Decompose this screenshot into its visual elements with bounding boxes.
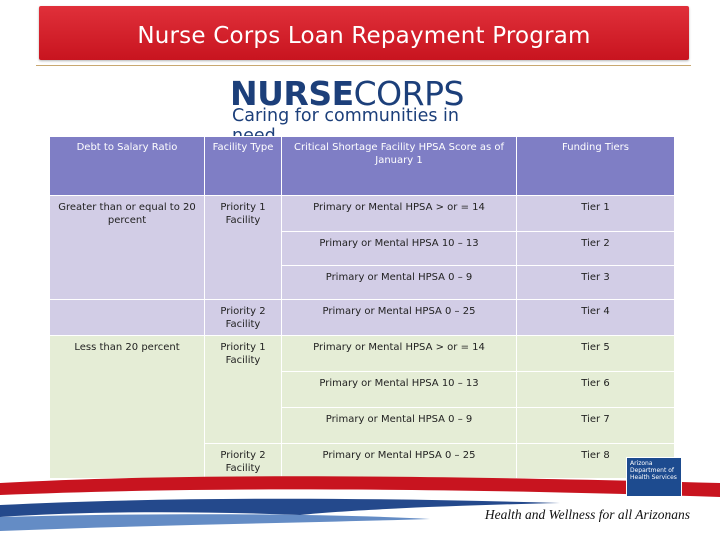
tier-cell: Tier 2 <box>517 232 675 266</box>
slide-title: Nurse Corps Loan Repayment Program <box>137 23 591 49</box>
adhs-badge: Arizona Department of Health Services <box>626 457 682 497</box>
title-divider <box>36 65 691 66</box>
header-debt-ratio: Debt to Salary Ratio <box>50 137 205 196</box>
facility-cell: Priority 1 Facility <box>205 336 282 444</box>
footer-tagline: Health and Wellness for all Arizonans <box>484 507 690 522</box>
tier-cell: Tier 8 <box>517 444 675 479</box>
hpsa-cell: Primary or Mental HPSA > or = 14 <box>282 336 517 372</box>
hpsa-cell: Primary or Mental HPSA 0 – 9 <box>282 408 517 444</box>
header-hpsa-score: Critical Shortage Facility HPSA Score as of January 1 <box>282 137 517 196</box>
header-facility-type: Facility Type <box>205 137 282 196</box>
tier-cell: Tier 1 <box>517 196 675 232</box>
ratio-cell-empty <box>50 300 205 336</box>
hpsa-cell: Primary or Mental HPSA > or = 14 <box>282 196 517 232</box>
table-row <box>50 300 675 336</box>
hpsa-cell: Primary or Mental HPSA 0 – 25 <box>282 300 517 336</box>
facility-cell: Priority 2 Facility <box>205 444 282 479</box>
hpsa-cell: Primary or Mental HPSA 0 – 25 <box>282 444 517 479</box>
header-funding-tiers: Funding Tiers <box>517 137 675 196</box>
table-header-row <box>50 137 675 196</box>
hpsa-cell: Primary or Mental HPSA 0 – 9 <box>282 266 517 300</box>
logo-word-nurse: NURSE <box>230 74 354 113</box>
ratio-cell: Less than 20 percent <box>50 336 205 479</box>
ratio-cell: Greater than or equal to 20 percent <box>50 196 205 300</box>
title-banner <box>39 6 689 60</box>
tier-cell: Tier 7 <box>517 408 675 444</box>
logo-tagline: Caring for communities in <box>232 106 459 126</box>
tier-cell: Tier 3 <box>517 266 675 300</box>
funding-tier-table <box>49 136 674 472</box>
tier-cell: Tier 4 <box>517 300 675 336</box>
table-row <box>50 196 675 232</box>
hpsa-cell: Primary or Mental HPSA 10 – 13 <box>282 372 517 408</box>
table-row <box>50 336 675 372</box>
nurse-corps-logo <box>230 74 500 134</box>
hpsa-cell: Primary or Mental HPSA 10 – 13 <box>282 232 517 266</box>
facility-cell: Priority 2 Facility <box>205 300 282 336</box>
facility-cell: Priority 1 Facility <box>205 196 282 300</box>
tier-cell: Tier 6 <box>517 372 675 408</box>
tier-cell: Tier 5 <box>517 336 675 372</box>
logo-word-corps: CORPS <box>353 74 464 113</box>
